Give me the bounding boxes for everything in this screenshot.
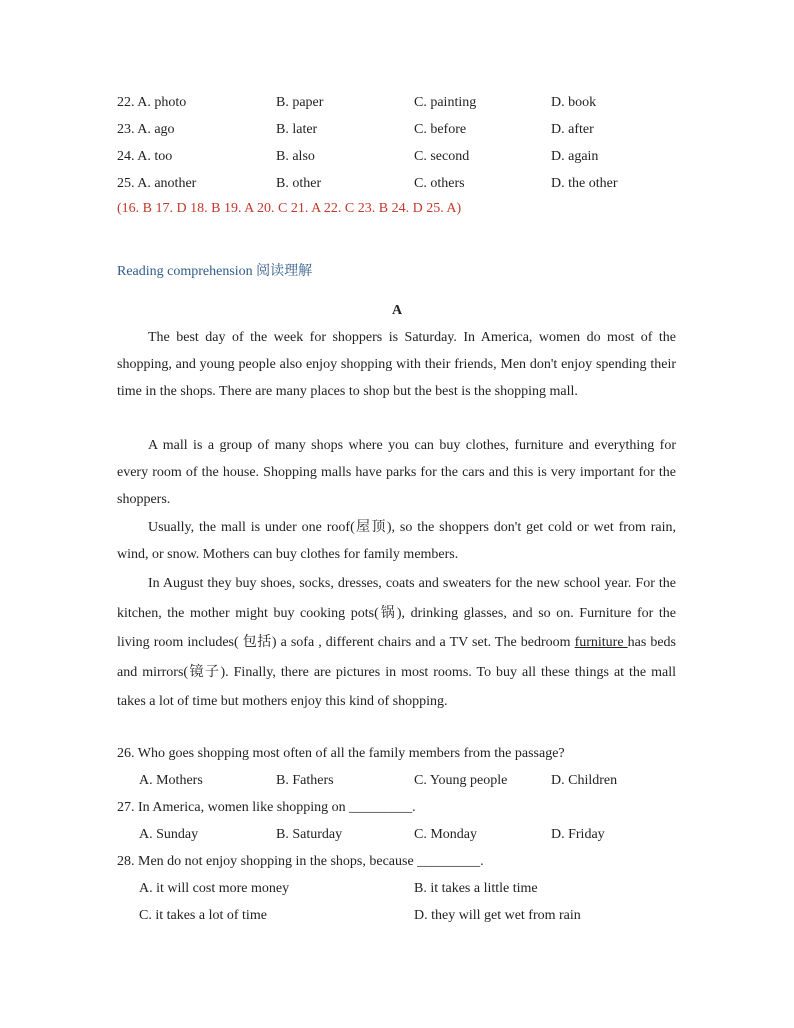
option-a: 24. A. too xyxy=(117,149,173,164)
passage-label: A xyxy=(391,303,403,318)
option-c: C. others xyxy=(414,176,465,191)
q26-option-b: B. Fathers xyxy=(276,773,334,788)
answer-key: (16. B 17. D 18. B 19. A 20. C 21. A 22. C 23. B 24. D 25. A) xyxy=(117,201,462,216)
option-a: 23. A. ago xyxy=(117,122,175,137)
option-a: 25. A. another xyxy=(117,176,197,191)
option-d: D. the other xyxy=(551,176,618,191)
option-d: D. again xyxy=(551,149,599,164)
q28-option-c: C. it takes a lot of time xyxy=(139,908,267,923)
q28-option-a: A. it will cost more money xyxy=(139,881,290,896)
option-b: B. other xyxy=(276,176,322,191)
q27-option-a: A. Sunday xyxy=(139,827,199,842)
option-b: B. also xyxy=(276,149,315,164)
underlined-word: furniture xyxy=(574,635,628,650)
option-d: D. book xyxy=(551,95,597,110)
paragraph-2: A mall is a group of many shops where you can buy clothes, furniture and everything for every room of the house. Shopping malls have parks for the cars and this is very important for the shoppers. xyxy=(117,438,676,507)
question-27-stem: 27. In America, women like shopping on _________. xyxy=(117,800,416,815)
q27-option-c: C. Monday xyxy=(414,827,477,842)
paragraph-4-text: In August they buy shoes, socks, dresses, coats and sweaters for the new school year. For the kitchen, the mother might buy cooking pots(锅), drinking glasses, and so on. Furniture for the living room includes( 包括) a sofa , different chairs and a TV set. The bedroom xyxy=(117,576,676,650)
q26-option-c: C. Young people xyxy=(414,773,508,788)
section-title: Reading comprehension 阅读理解 xyxy=(117,264,313,279)
option-a: 22. A. photo xyxy=(117,95,187,110)
question-26-stem: 26. Who goes shopping most often of all the family members from the passage? xyxy=(117,746,565,761)
q28-option-b: B. it takes a little time xyxy=(414,881,538,896)
paragraph-1: The best day of the week for shoppers is Saturday. In America, women do most of the shopping, and young people also enjoy shopping with their friends, Men don't enjoy spending their time in the shops. There are many places to shop but the best is the shopping mall. xyxy=(117,330,676,399)
q26-option-d: D. Children xyxy=(551,773,618,788)
paragraph-4 xyxy=(117,569,676,717)
paragraph-4-text-end: has beds and mirrors(镜子). Finally, there are pictures in most rooms. To buy all these things at the mall takes a lot of time but mothers enjoy this kind of shopping. xyxy=(117,635,676,709)
option-b: B. paper xyxy=(276,95,324,110)
question-28-stem: 28. Men do not enjoy shopping in the shops, because _________. xyxy=(117,854,484,869)
option-b: B. later xyxy=(276,122,318,137)
option-c: C. before xyxy=(414,122,467,137)
q27-option-d: D. Friday xyxy=(551,827,605,842)
q28-option-d: D. they will get wet from rain xyxy=(414,908,581,923)
option-c: C. painting xyxy=(414,95,477,110)
paragraph-3: Usually, the mall is under one roof(屋顶), so the shoppers don't get cold or wet from rain, wind, or snow. Mothers can buy clothes for family members. xyxy=(117,520,676,562)
q27-option-b: B. Saturday xyxy=(276,827,343,842)
option-c: C. second xyxy=(414,149,470,164)
option-d: D. after xyxy=(551,122,594,137)
q26-option-a: A. Mothers xyxy=(139,773,203,788)
